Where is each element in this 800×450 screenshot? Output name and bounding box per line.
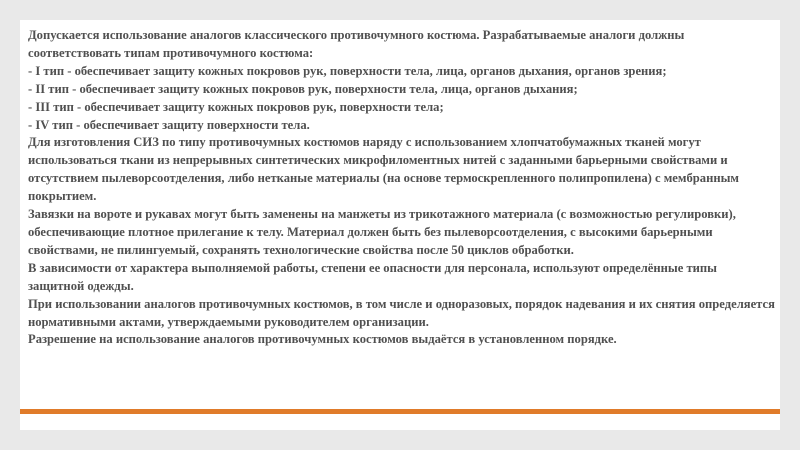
paragraph-type-4: - IV тип - обеспечивает защиту поверхности тела.	[28, 117, 310, 132]
paragraph-type-1: - I тип - обеспечивает защиту кожных покровов рук, поверхности тела, лица, органов дыхания, органов зрения;	[28, 63, 667, 78]
slide-text-block	[28, 27, 776, 349]
paragraph-donning-doffing: При использовании аналогов противочумных костюмов, в том числе и одноразовых, порядок надевания и их снятия определяется нормативными актами, утверждаемыми руководителем организации.	[28, 296, 775, 329]
paragraph-type-2: - II тип - обеспечивает защиту кожных покровов рук, поверхности тела, лица, органов дыхания;	[28, 81, 578, 96]
paragraph-work-dependency: В зависимости от характера выполняемой работы, степени ее опасности для персонала, используют определённые типы защитной одежды.	[28, 260, 717, 293]
paragraph-type-3: - III тип - обеспечивает защиту кожных покровов рук, поверхности тела;	[28, 99, 444, 114]
paragraph-intro: Допускается использование аналогов классического противочумного костюма. Разрабатываемые аналоги должны соответствовать типам противочумного костюма:	[28, 28, 685, 60]
paragraph-ties-and-cuffs: Завязки на вороте и рукавах могут быть заменены на манжеты из трикотажного материала (с возможностью регулировки), обеспечивающие плотное прилегание к телу. Материал должен быть без пылеворсоотделения, с высокими барьерными свойствами, не пилингуемый, сохранять технологические свойства после 50 циклов обработки.	[28, 207, 736, 257]
accent-bar	[20, 409, 780, 414]
paragraph-permission: Разрешение на использование аналогов противочумных костюмов выдаётся в установленном порядке.	[28, 332, 617, 347]
slide	[20, 20, 780, 430]
paragraph-materials: Для изготовления СИЗ по типу противочумных костюмов наряду с использованием хлопчатобумажных тканей могут использоваться ткани из непрерывных синтетических микрофиломентных нитей с заданными барьерными свойствами и отсутствием пылеворсоотделения, либо нетканые материалы (на основе термоскрепленного полипропилена) с мембранным покрытием.	[28, 135, 739, 204]
